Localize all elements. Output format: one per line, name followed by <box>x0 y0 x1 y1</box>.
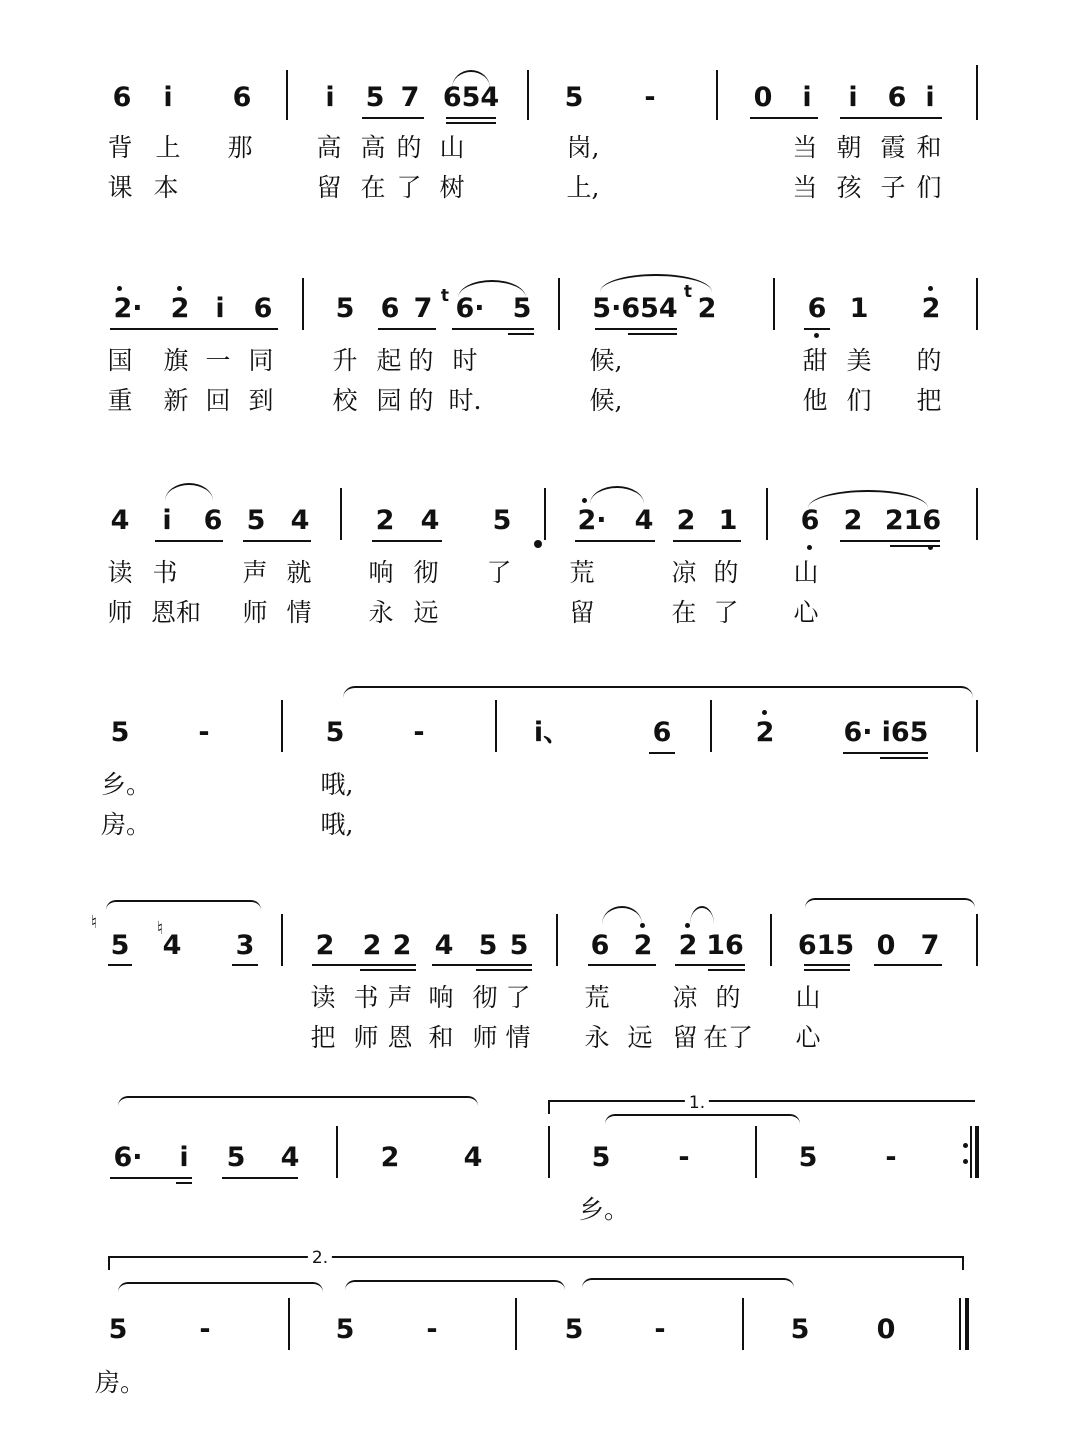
lyric: 心 <box>793 598 819 627</box>
lyric: 朝 <box>836 133 862 162</box>
final-bar-line <box>959 1298 961 1350</box>
bar-line <box>976 700 978 752</box>
lyric: 们 <box>916 173 942 202</box>
lyric: 把 <box>310 1023 336 1052</box>
note: 4 <box>280 1142 300 1173</box>
bar-line <box>710 700 712 752</box>
lyric: 彻 <box>413 558 439 587</box>
slur <box>808 490 928 508</box>
lyric: 情 <box>505 1023 531 1052</box>
underline <box>673 540 741 542</box>
slur <box>458 280 526 298</box>
lyric: 永 <box>368 598 394 627</box>
bar-line <box>336 1126 338 1178</box>
note: 6 <box>112 82 132 113</box>
slur <box>690 906 714 924</box>
underline <box>432 964 532 966</box>
underline <box>108 964 132 966</box>
note: 2 <box>676 505 696 536</box>
lyric: 把 <box>916 386 942 415</box>
lyric: 了 <box>505 983 531 1012</box>
high-dot <box>928 286 933 291</box>
bar-line <box>773 278 775 330</box>
lyric: 高 <box>360 133 386 162</box>
lyric: 房。 <box>94 1368 146 1397</box>
note: 6 <box>807 293 827 324</box>
lyric: 本 <box>153 173 179 202</box>
lyric: 读 <box>107 558 133 587</box>
second-ending-bracket <box>108 1256 964 1270</box>
slur <box>165 483 213 501</box>
note: 654 <box>442 82 500 113</box>
lyric: 心 <box>795 1023 821 1052</box>
lyric: 恩 <box>387 1023 413 1052</box>
note: 4 <box>634 505 654 536</box>
bar-line <box>548 1126 550 1178</box>
note: 5 <box>110 930 130 961</box>
note: 6 <box>232 82 252 113</box>
lyric: 留 <box>672 1023 698 1052</box>
underline <box>110 328 278 330</box>
lyric: 山 <box>795 983 821 1012</box>
lyric: 书 <box>353 983 379 1012</box>
lyric: 和 <box>916 133 942 162</box>
note: 6 <box>380 293 400 324</box>
note: 6 <box>253 293 273 324</box>
bar-line <box>515 1298 517 1350</box>
note: 2 <box>633 930 653 961</box>
lyric: 师 <box>353 1023 379 1052</box>
note: 2 <box>362 930 382 961</box>
note: 1 <box>849 293 869 324</box>
underline <box>452 328 534 330</box>
note: 7 <box>920 930 940 961</box>
slur <box>345 1280 565 1294</box>
note: 5·654 <box>592 293 678 324</box>
note: 4 <box>463 1142 483 1173</box>
note: 7 <box>400 82 420 113</box>
note: 2 <box>170 293 190 324</box>
underline <box>312 964 416 966</box>
bar-line <box>302 278 304 330</box>
lyric: 甜 <box>802 346 828 375</box>
note: 5 <box>564 82 584 113</box>
slur <box>605 1114 800 1128</box>
note: 5 <box>246 505 266 536</box>
slur <box>600 274 712 292</box>
lyric: 们 <box>846 386 872 415</box>
underline <box>880 757 928 759</box>
note: 1 <box>718 505 738 536</box>
bar-line <box>495 700 497 752</box>
bar-line <box>976 65 978 120</box>
bar-line <box>288 1298 290 1350</box>
lyric: 师 <box>242 598 268 627</box>
note: 2· <box>113 293 143 324</box>
lyric: 回 <box>205 386 231 415</box>
note: - <box>678 1142 690 1173</box>
lyric: 山 <box>793 558 819 587</box>
lyric: 的 <box>715 983 741 1012</box>
underline <box>595 328 677 330</box>
bar-line <box>976 278 978 330</box>
underline <box>804 964 850 966</box>
underline <box>750 117 818 119</box>
lyric: 校 <box>332 386 358 415</box>
note: 6 <box>590 930 610 961</box>
lyric: 荒 <box>569 558 595 587</box>
lyric: 声 <box>242 558 268 587</box>
note: 2 <box>843 505 863 536</box>
note: 4 <box>434 930 454 961</box>
underline <box>649 752 675 754</box>
note: 3 <box>235 930 255 961</box>
note: 6 <box>887 82 907 113</box>
low-dot <box>814 333 819 338</box>
lyric: 了 <box>396 173 422 202</box>
note: 4 <box>110 505 130 536</box>
repeat-bar-line <box>970 1126 972 1178</box>
bar-line <box>281 914 283 966</box>
lyric: 升 <box>332 346 358 375</box>
lyric: 哦, <box>320 770 354 799</box>
lyric: 岗, <box>566 133 600 162</box>
lyric: 的 <box>713 558 739 587</box>
bar-line <box>770 914 772 966</box>
lyric: 了 <box>713 598 739 627</box>
bar-line <box>558 278 560 330</box>
note: 5 <box>226 1142 246 1173</box>
breath-mark <box>534 540 542 548</box>
lyric: 了 <box>486 558 512 587</box>
note: i <box>163 82 173 113</box>
underline <box>360 969 416 971</box>
note: 2 <box>678 930 698 961</box>
note: 216 <box>884 505 942 536</box>
lyric: 当 <box>792 133 818 162</box>
repeat-bar-line <box>975 1126 979 1178</box>
lyric: 哦, <box>320 810 354 839</box>
underline <box>804 328 830 330</box>
lyric: 新 <box>163 386 189 415</box>
underline <box>508 333 534 335</box>
underline <box>222 1177 298 1179</box>
lyric: 在 <box>360 173 386 202</box>
grace-note: t <box>440 286 450 306</box>
slur <box>582 1278 794 1292</box>
bar-line <box>755 1126 757 1178</box>
note: i <box>179 1142 189 1173</box>
underline <box>446 122 496 124</box>
note: i <box>215 293 225 324</box>
note: 5 <box>509 930 529 961</box>
lyric: 他 <box>802 386 828 415</box>
note: 2 <box>697 293 717 324</box>
first-ending-label: 1. <box>685 1094 709 1112</box>
high-dot <box>117 286 122 291</box>
repeat-dot <box>963 1159 968 1164</box>
lyric: 重 <box>107 386 133 415</box>
lyric: 在 <box>671 598 697 627</box>
slur <box>452 70 490 88</box>
lyric: 时. <box>448 386 482 415</box>
note: 5 <box>325 717 345 748</box>
lyric: 书 <box>152 558 178 587</box>
note: 5 <box>108 1314 128 1345</box>
note: 16 <box>706 930 744 961</box>
lyric: 凉 <box>672 983 698 1012</box>
lyric: 和 <box>428 1023 454 1052</box>
note: - <box>198 717 210 748</box>
note: i、 <box>533 717 571 748</box>
note: 6 <box>652 717 672 748</box>
lyric: 一 <box>205 346 231 375</box>
first-ending-bracket <box>548 1100 975 1114</box>
high-dot <box>762 710 767 715</box>
bar-line <box>976 488 978 540</box>
underline <box>575 540 655 542</box>
lyric: 候, <box>589 386 623 415</box>
note: 7 <box>413 293 433 324</box>
lyric: 美 <box>846 346 872 375</box>
bar-line <box>556 914 558 966</box>
lyric: 乡。 <box>578 1195 630 1224</box>
note: 5 <box>591 1142 611 1173</box>
underline <box>874 964 942 966</box>
note: 2 <box>755 717 775 748</box>
lyric: 孩 <box>836 173 862 202</box>
lyric: 候, <box>589 346 623 375</box>
lyric: 当 <box>792 173 818 202</box>
note: 2 <box>380 1142 400 1173</box>
slur <box>590 486 644 504</box>
lyric: 远 <box>413 598 439 627</box>
note: i65 <box>881 717 929 748</box>
note: - <box>885 1142 897 1173</box>
high-dot <box>582 498 587 503</box>
lyric: 留 <box>569 598 595 627</box>
bar-line <box>742 1298 744 1350</box>
note: 5 <box>512 293 532 324</box>
underline <box>110 1177 192 1179</box>
lyric: 师 <box>472 1023 498 1052</box>
lyric: 霞 <box>880 133 906 162</box>
note: 5 <box>798 1142 818 1173</box>
note: 6 <box>800 505 820 536</box>
note: 5 <box>110 717 130 748</box>
lyric: 留 <box>316 173 342 202</box>
lyric: 上 <box>155 133 181 162</box>
note: 2 <box>921 293 941 324</box>
underline <box>176 1182 192 1184</box>
bar-line <box>340 488 342 540</box>
underline <box>675 964 745 966</box>
grace-note: t <box>683 282 693 302</box>
note: 6· <box>843 717 873 748</box>
slur <box>106 900 261 914</box>
underline <box>804 969 850 971</box>
lyric: 情 <box>286 598 312 627</box>
note: 6· <box>113 1142 143 1173</box>
note: - <box>426 1314 438 1345</box>
lyric: 国 <box>107 346 133 375</box>
lyric: 远 <box>627 1023 653 1052</box>
lyric: 荒 <box>584 983 610 1012</box>
underline <box>840 117 942 119</box>
lyric: 旗 <box>163 346 189 375</box>
lyric: 背 <box>107 133 133 162</box>
lyric: 读 <box>310 983 336 1012</box>
lyric: 同 <box>248 346 274 375</box>
lyric: 树 <box>439 173 465 202</box>
note: 615 <box>797 930 855 961</box>
underline <box>232 964 258 966</box>
bar-line <box>976 914 978 966</box>
lyric: 到 <box>248 386 274 415</box>
lyric: 永 <box>584 1023 610 1052</box>
bar-line <box>766 488 768 540</box>
underline <box>446 117 496 119</box>
underline <box>378 328 436 330</box>
lyric: 响 <box>368 558 394 587</box>
lyric: 响 <box>428 983 454 1012</box>
note: 2 <box>392 930 412 961</box>
underline <box>840 540 940 542</box>
second-ending-label: 2. <box>308 1249 332 1267</box>
underline <box>362 117 424 119</box>
note: 4 <box>162 930 182 961</box>
lyric: 师 <box>107 598 133 627</box>
low-dot <box>807 545 812 550</box>
natural-sign: ♮ <box>156 918 164 939</box>
note: i <box>325 82 335 113</box>
note: - <box>644 82 656 113</box>
lyric: 起 <box>376 346 402 375</box>
high-dot <box>177 286 182 291</box>
note: 6· <box>455 293 485 324</box>
note: 5 <box>365 82 385 113</box>
note: 4 <box>420 505 440 536</box>
lyric: 那 <box>227 133 253 162</box>
note: 2· <box>577 505 607 536</box>
natural-sign: ♮ <box>90 912 98 933</box>
repeat-dot <box>963 1143 968 1148</box>
note: 2 <box>375 505 395 536</box>
lyric: 恩和 <box>150 598 202 627</box>
note: i <box>162 505 172 536</box>
note: - <box>654 1314 666 1345</box>
lyric: 子 <box>880 173 906 202</box>
lyric: 课 <box>107 173 133 202</box>
note: 4 <box>290 505 310 536</box>
note: 6 <box>203 505 223 536</box>
slur <box>118 1282 323 1296</box>
note: 2 <box>315 930 335 961</box>
lyric: 园 <box>376 386 402 415</box>
underline <box>843 752 928 754</box>
note: 5 <box>335 293 355 324</box>
lyric: 声 <box>387 983 413 1012</box>
lyric: 乡。 <box>100 770 152 799</box>
note: - <box>199 1314 211 1345</box>
note: 0 <box>876 930 896 961</box>
lyric: 时 <box>452 346 478 375</box>
bar-line <box>281 700 283 752</box>
lyric: 高 <box>316 133 342 162</box>
slur <box>805 898 975 912</box>
slur <box>118 1096 478 1110</box>
bar-line <box>716 70 718 120</box>
lyric: 彻 <box>472 983 498 1012</box>
final-bar-line <box>965 1298 969 1350</box>
note: 5 <box>478 930 498 961</box>
bar-line <box>527 70 529 120</box>
underline <box>890 545 940 547</box>
note: i <box>848 82 858 113</box>
lyric: 就 <box>286 558 312 587</box>
lyric: 山 <box>439 133 465 162</box>
underline <box>372 540 442 542</box>
note: i <box>925 82 935 113</box>
lyric: 的 <box>408 346 434 375</box>
underline <box>243 540 311 542</box>
bar-line <box>286 70 288 120</box>
bar-line <box>544 488 546 540</box>
note: 0 <box>876 1314 896 1345</box>
note: 5 <box>492 505 512 536</box>
lyric: 房。 <box>100 810 152 839</box>
note: 5 <box>790 1314 810 1345</box>
lyric: 上, <box>566 173 600 202</box>
note: - <box>413 717 425 748</box>
lyric: 在了 <box>702 1023 754 1052</box>
note: 5 <box>335 1314 355 1345</box>
note: i <box>802 82 812 113</box>
note: 0 <box>753 82 773 113</box>
underline <box>588 964 656 966</box>
underline <box>708 969 745 971</box>
lyric: 的 <box>916 346 942 375</box>
note: 5 <box>564 1314 584 1345</box>
lyric: 凉 <box>671 558 697 587</box>
underline <box>155 540 223 542</box>
slur <box>343 686 973 702</box>
underline <box>628 333 677 335</box>
lyric: 的 <box>396 133 422 162</box>
slur <box>602 906 642 924</box>
underline <box>476 969 532 971</box>
lyric: 的 <box>408 386 434 415</box>
